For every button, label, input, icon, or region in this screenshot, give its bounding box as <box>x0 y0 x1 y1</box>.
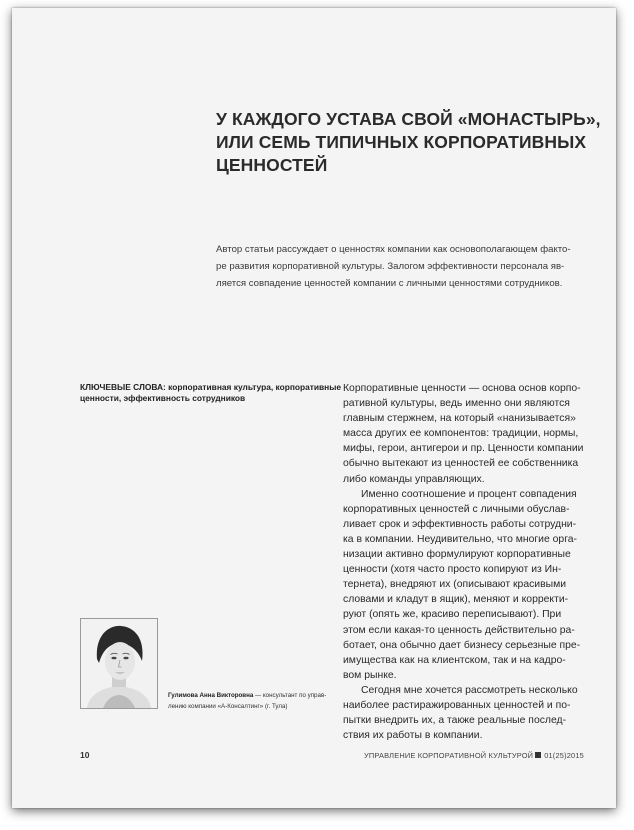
body-line: ботает, она обычно дает бизнесу серьезные пре- <box>343 639 581 651</box>
body-line: руют (опять же, красиво переписывают). При <box>343 609 562 621</box>
abstract-line: ре развития корпоративной культуры. Залогом эффективности персонала яв- <box>216 261 565 272</box>
body-line: Сегодня мне хочется рассмотреть несколько <box>361 684 578 696</box>
body-line: вом рынке. <box>343 669 397 681</box>
title-line: ИЛИ СЕМЬ ТИПИЧНЫХ КОРПОРАТИВНЫХ <box>216 132 587 152</box>
body-line: либо команды управляющих. <box>343 473 485 485</box>
author-role: — консультант по управ- <box>253 692 327 699</box>
body-line: Именно соотношение и процент совпадения <box>361 488 577 500</box>
article-abstract <box>216 241 596 292</box>
author-affiliation: лению компании «А-Консалтинг» (г. Тула) <box>168 703 288 710</box>
body-line: мифы, герои, антигерои и пр. Ценности компании <box>343 443 584 455</box>
abstract-line: ляется совпадение ценностей компании с личными ценностями сотрудников. <box>216 278 563 289</box>
body-line: Корпоративные ценности — основа основ корпо- <box>343 383 581 394</box>
paragraph-2 <box>343 487 603 683</box>
body-line: обычно вытекают из ценностей ее собственника <box>343 458 579 470</box>
issue-number: 01(25)2015 <box>544 751 584 760</box>
keywords-block <box>80 382 342 404</box>
body-line: пытки внедрить их, а также реальные послед- <box>343 715 567 727</box>
journal-name: УПРАВЛЕНИЕ КОРПОРАТИВНОЙ КУЛЬТУРОЙ <box>363 751 534 760</box>
body-line: ливает срок и эффективность работы сотрудни- <box>343 518 577 530</box>
title-line: У КАЖДОГО УСТАВА СВОЙ «МОНАСТЫРЬ», <box>216 109 601 129</box>
author-name: Гулимова Анна Викторовна <box>168 692 254 699</box>
body-line: имущества как на клиентском, так и на кадро- <box>343 654 566 666</box>
body-line: наиболее растиражированных ценностей и по- <box>343 699 571 711</box>
title-line: ЦЕННОСТЕЙ <box>216 155 328 175</box>
article-body <box>343 381 603 743</box>
body-line: ценности (хотя часто просто копируют из Ин- <box>343 564 562 576</box>
running-footer <box>364 751 584 760</box>
paragraph-1 <box>343 381 603 487</box>
abstract-line: Автор статьи рассуждает о ценностях компании как основополагающем факто- <box>216 244 571 255</box>
author-line <box>168 690 348 701</box>
page-number: 10 <box>80 750 90 760</box>
body-line: корпоративных ценностей с личными обуслав- <box>343 503 570 515</box>
body-line: масса других ее компонентов: традиции, нормы, <box>343 428 579 440</box>
body-line: этом если какая-то ценность действительно ра- <box>343 624 575 636</box>
body-line: низации активно формулируют корпоративные <box>343 549 571 561</box>
body-line: словами и кладут в ящик), меняют и корректи- <box>343 594 569 606</box>
article-title <box>216 108 616 177</box>
square-bullet-icon <box>535 752 541 758</box>
body-line: главным стержнем, на который «нанизывается» <box>343 413 576 425</box>
author-photo <box>80 618 158 709</box>
body-line: тернета), внедряют их (описывают красивыми <box>343 579 567 591</box>
body-line: ствия их работы в компании. <box>343 730 483 742</box>
journal-page <box>12 8 616 808</box>
keywords-line: КЛЮЧЕВЫЕ СЛОВА: корпоративная культура, корпоративные <box>80 382 342 392</box>
paragraph-3 <box>343 683 603 743</box>
author-info <box>168 690 348 712</box>
body-line: ка в компании. Неудивительно, что многие орга- <box>343 533 578 545</box>
body-line: ративной культуры, ведь именно они являются <box>343 398 570 410</box>
author-portrait-icon <box>81 619 157 708</box>
keywords-line: ценности, эффективность сотрудников <box>80 393 246 403</box>
